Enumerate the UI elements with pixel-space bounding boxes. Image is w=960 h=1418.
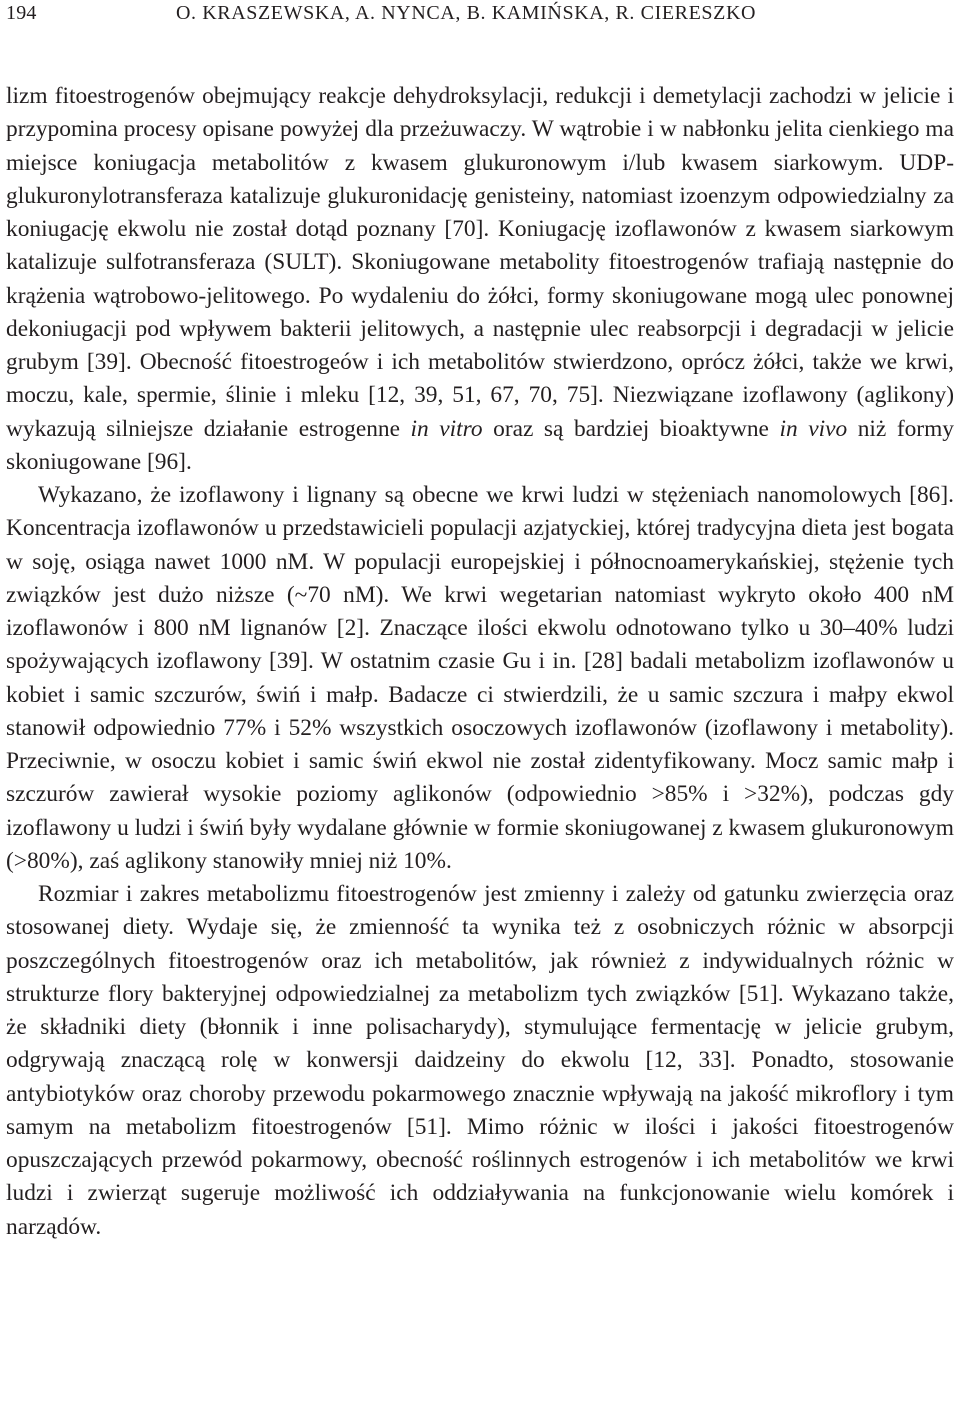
body-text [6,80,954,1244]
paragraph-blood-concentrations: Wykazano, że izoflawony i lignany są obecne we krwi ludzi w stężeniach nanomolowych [86]. Koncentracja izoflawonów u przedstawicieli populacji azjatyckiej, której tradycyjna dieta jest bogata w soję, osiąga nawet 1000 nM. W populacji europejskiej i północnoamerykańskiej, stężenie tych związków jest dużo niższe (~70 nM). We krwi wegetarian natomiast wykryto około 400 nM izoflawonów i 800 nM lignanów [2]. Znaczące ilości ekwolu odnotowano tylko u 30–40% ludzi spożywających izoflawony [39]. W ostatnim czasie Gu i in. [28] badali metabolizm izoflawonów u kobiet i samic szczurów, świń i małp. Badacze ci stwierdzili, że u samic szczura i małpy ekwol stanowił odpowiednio 77% i 52% wszystkich osoczowych izoflawonów (izoflawony i metabolity). Przeciwnie, w osoczu kobiet i samic świń ekwol nie został zidentyfikowany. Mocz samic małp i szczurów zawierał wysokie poziomy aglikonów (odpowiednio >85% i >32%), podczas gdy izoflawony u ludzi i świń były wydalane głównie w formie skoniugowanej z kwasem glukuronowym (>80%), zaś aglikony stanowiły mniej niż 10%. [6,482,954,874]
italic-term-in-vivo: in vivo [779,415,848,442]
running-header [6,0,954,36]
paragraph-text: oraz są bardziej bioaktywne [482,415,780,442]
italic-term-in-vitro: in vitro [410,415,483,442]
paragraph-metabolism [6,80,954,479]
document-page [6,0,954,1244]
paragraph-text: niż formy skoniugowane [96]. [6,415,954,475]
paragraph-metabolism-variability: Rozmiar i zakres metabolizmu fitoestrogenów jest zmienny i zależy od gatunku zwierzęcia oraz stosowanej diety. Wydaje się, że zmienność ta wynika też z osobniczych różnic w absorpcji poszczególnych fitoestrogenów oraz ich metabolitów, jak również z indywidualnych różnic w strukturze flory bakteryjnej odpowiedzialnej za metabolizm tych związków [51]. Wykazano także, że składniki diety (błonnik i inne polisacharydy), stymulujące fermentację w jelicie grubym, odgrywają znaczącą rolę w konwersji daidzeiny do ekwolu [12, 33]. Ponadto, stosowanie antybiotyków oraz choroby przewodu pokarmowego znacznie wpływają na jakość mikroflory i tym samym na metabolizm fitoestrogenów [51]. Mimo różnic w ilości i jakości fitoestrogenów opuszczających przewód pokarmowy, obecność roślinnych estrogenów i ich metabolitów we krwi ludzi i zwierząt sugeruje możliwość ich oddziaływania na funkcjonowanie wielu komórek i narządów. [6,881,954,1240]
running-header-authors: O. KRASZEWSKA, A. NYNCA, B. KAMIŃSKA, R. CIERESZKO [176,2,757,24]
page-number: 194 [6,2,37,24]
paragraph-text: lizm fitoestrogenów obejmujący reakcje dehydroksylacji, redukcji i demetylacji zachodzi w jelicie i przypomina procesy opisane powyżej dla przeżuwaczy. W wątrobie i w nabłonku jelita cienkiego ma miejsce koniugacja metabolitów z kwasem glukuronowym i/lub kwasem siarkowym. UDP-glukuronylotransferaza katalizuje glukuronidację genisteiny, natomiast izoenzym odpowiedzialny za koniugację ekwolu nie został dotąd poznany [70]. Koniugację izoflawonów z kwasem siarkowym katalizuje sulfotransferaza (SULT). Skoniugowane metabolity fitoestrogenów trafiają następnie do krążenia wątrobowo-jelitowego. Po wydaleniu do żółci, formy skoniugowane mogą ulec ponownej dekoniugacji pod wpływem bakterii jelitowych, a następnie ulec reabsorpcji i degradacji w jelicie grubym [39]. Obecność fitoestrogeów i ich metabolitów stwierdzono, oprócz żółci, także we krwi, moczu, kale, spermie, ślinie i mleku [12, 39, 51, 67, 70, 75]. Niezwiązane izoflawony (aglikony) wykazują silniejsze działanie estrogenne [6,83,954,442]
